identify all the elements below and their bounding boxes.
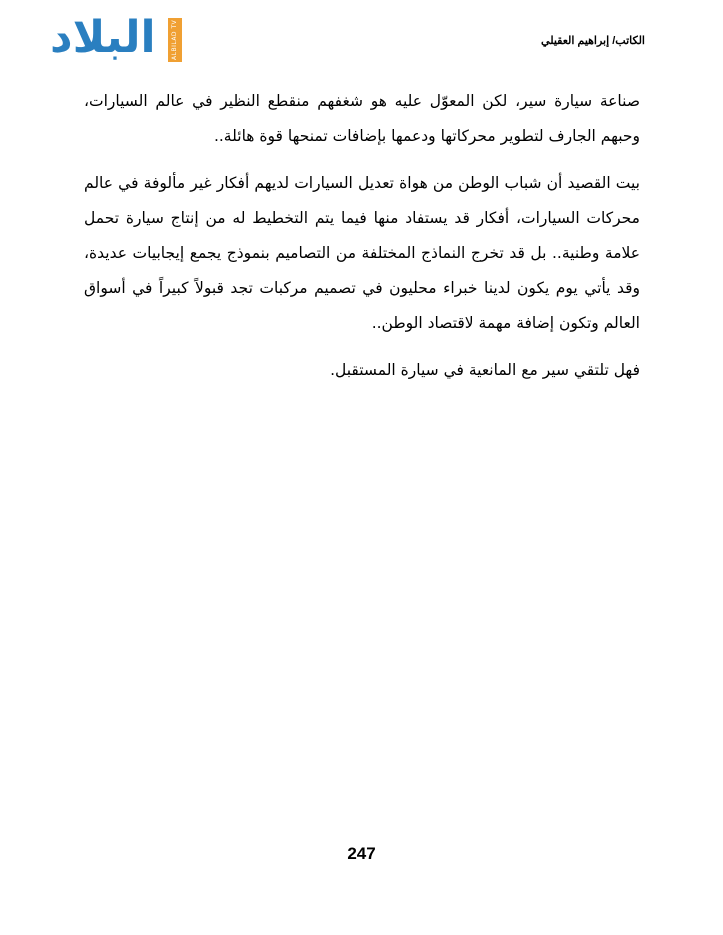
paragraph-1: صناعة سيارة سير، لكن المعوّل عليه هو شغفهم منقطع النظير في عالم السيارات، وحبهم الجارف لتطوير محركاتها ودعمها بإضافات تمنحها قوة هائلة.. [84,92,640,145]
author-byline: الكاتب/ إبراهيم العقيلي [541,35,645,47]
albilad-logo [50,12,180,66]
page-number: 247 [347,844,376,863]
article-body [84,84,640,400]
logo-tv-tag: ALBILAD TV [168,18,182,62]
paragraph-2: بيت القصيد أن شباب الوطن من هواة تعديل السيارات لديهم أفكار غير مألوفة في عالم محركات السيارات، أفكار قد يستفاد منها فيما يتم التخطيط له من إنتاج سيارة تحمل علامة وطنية.. بل قد تخرج النماذج المختلفة من التصاميم بنموذج يجمع إيجابيات عديدة، وقد يأتي يوم يكون لدينا خبراء محليون في تصميم مركبات تجد قبولاً كبيراً في أسواق العالم وتكون إضافة مهمة لاقتصاد الوطن.. [84,174,640,332]
logo-wordmark: البلاد [50,12,156,63]
paragraph-3: فهل تلتقي سير مع المانعية في سيارة المستقبل. [330,361,640,379]
